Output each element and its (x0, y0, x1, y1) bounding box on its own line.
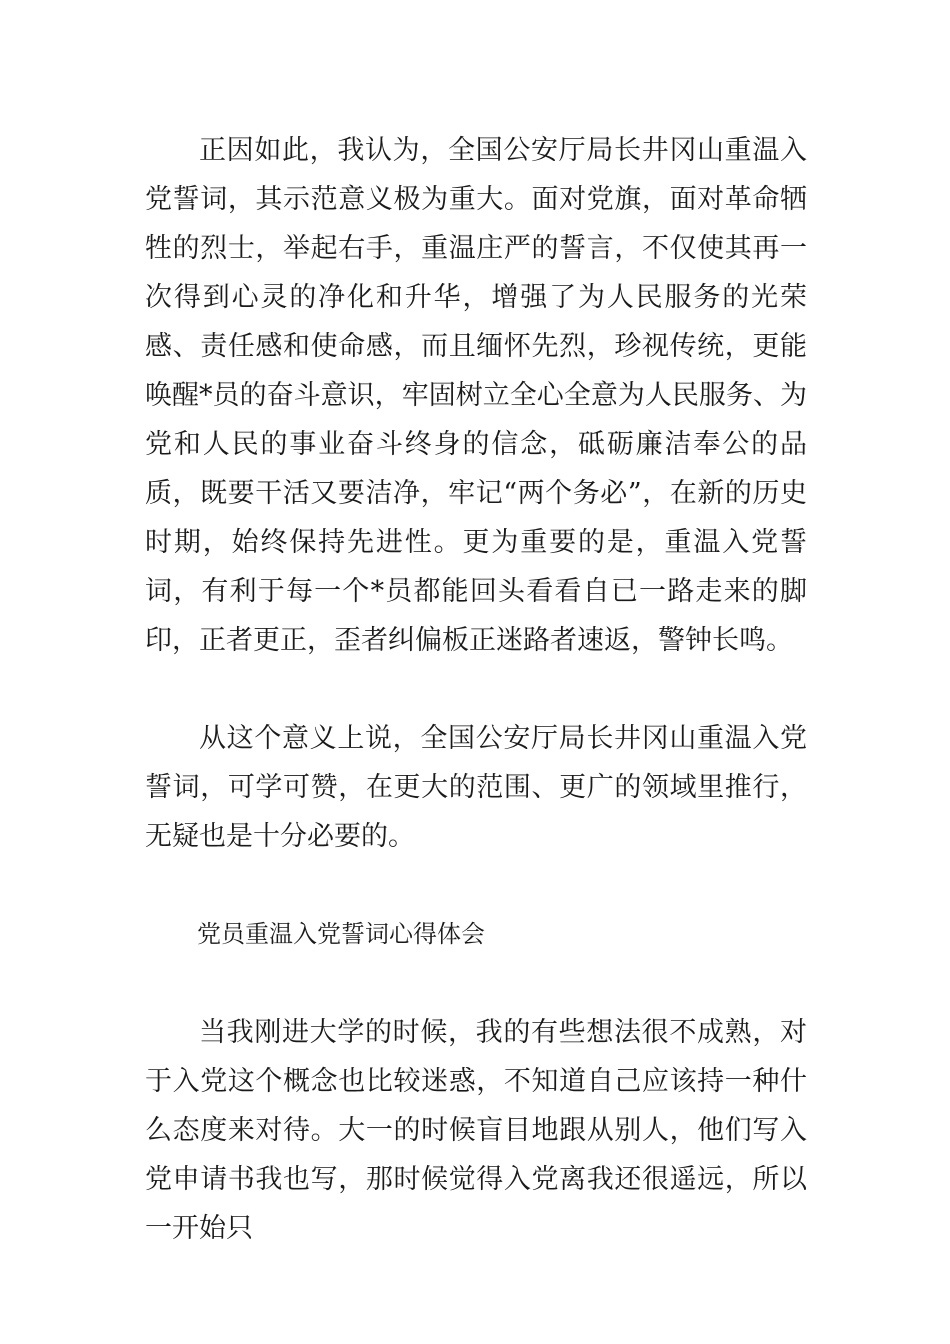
section-heading: 党员重温入党誓词心得体会 (197, 920, 485, 948)
paragraph-university: 当我刚进大学的时候，我的有些想法很不成熟，对于入党这个概念也比较迷惑，不知道自己应该持一种什么态度来对待。大一的时候盲目地跟从别人，他们写入党申请书我也写，那时候觉得入党离我还很遥远，所以一开始只 (145, 1017, 807, 1244)
document-page (145, 126, 807, 1253)
paragraph-significance: 正因如此，我认为，全国公安厅局长井冈山重温入党誓词，其示范意义极为重大。面对党旗，面对革命牺牲的烈士，举起右手，重温庄严的誓言，不仅使其再一次得到心灵的净化和升华，增强了为人民服务的光荣感、责任感和使命感，而且缅怀先烈，珍视传统，更能唤醒*员的奋斗意识，牢固树立全心全意为人民服务、为党和人民的事业奋斗终身的信念，砥砺廉洁奉公的品质，既要干活又要洁净，牢记“两个务必”，在新的历史时期，始终保持先进性。更为重要的是，重温入党誓词，有利于每一个*员都能回头看看自已一路走来的脚印，正者更正，歪者纠偏板正迷路者速返，警钟长鸣。 (145, 135, 807, 656)
paragraph-conclusion: 从这个意义上说，全国公安厅局长井冈山重温入党誓词，可学可赞，在更大的范围、更广的领域里推行，无疑也是十分必要的。 (145, 723, 807, 852)
